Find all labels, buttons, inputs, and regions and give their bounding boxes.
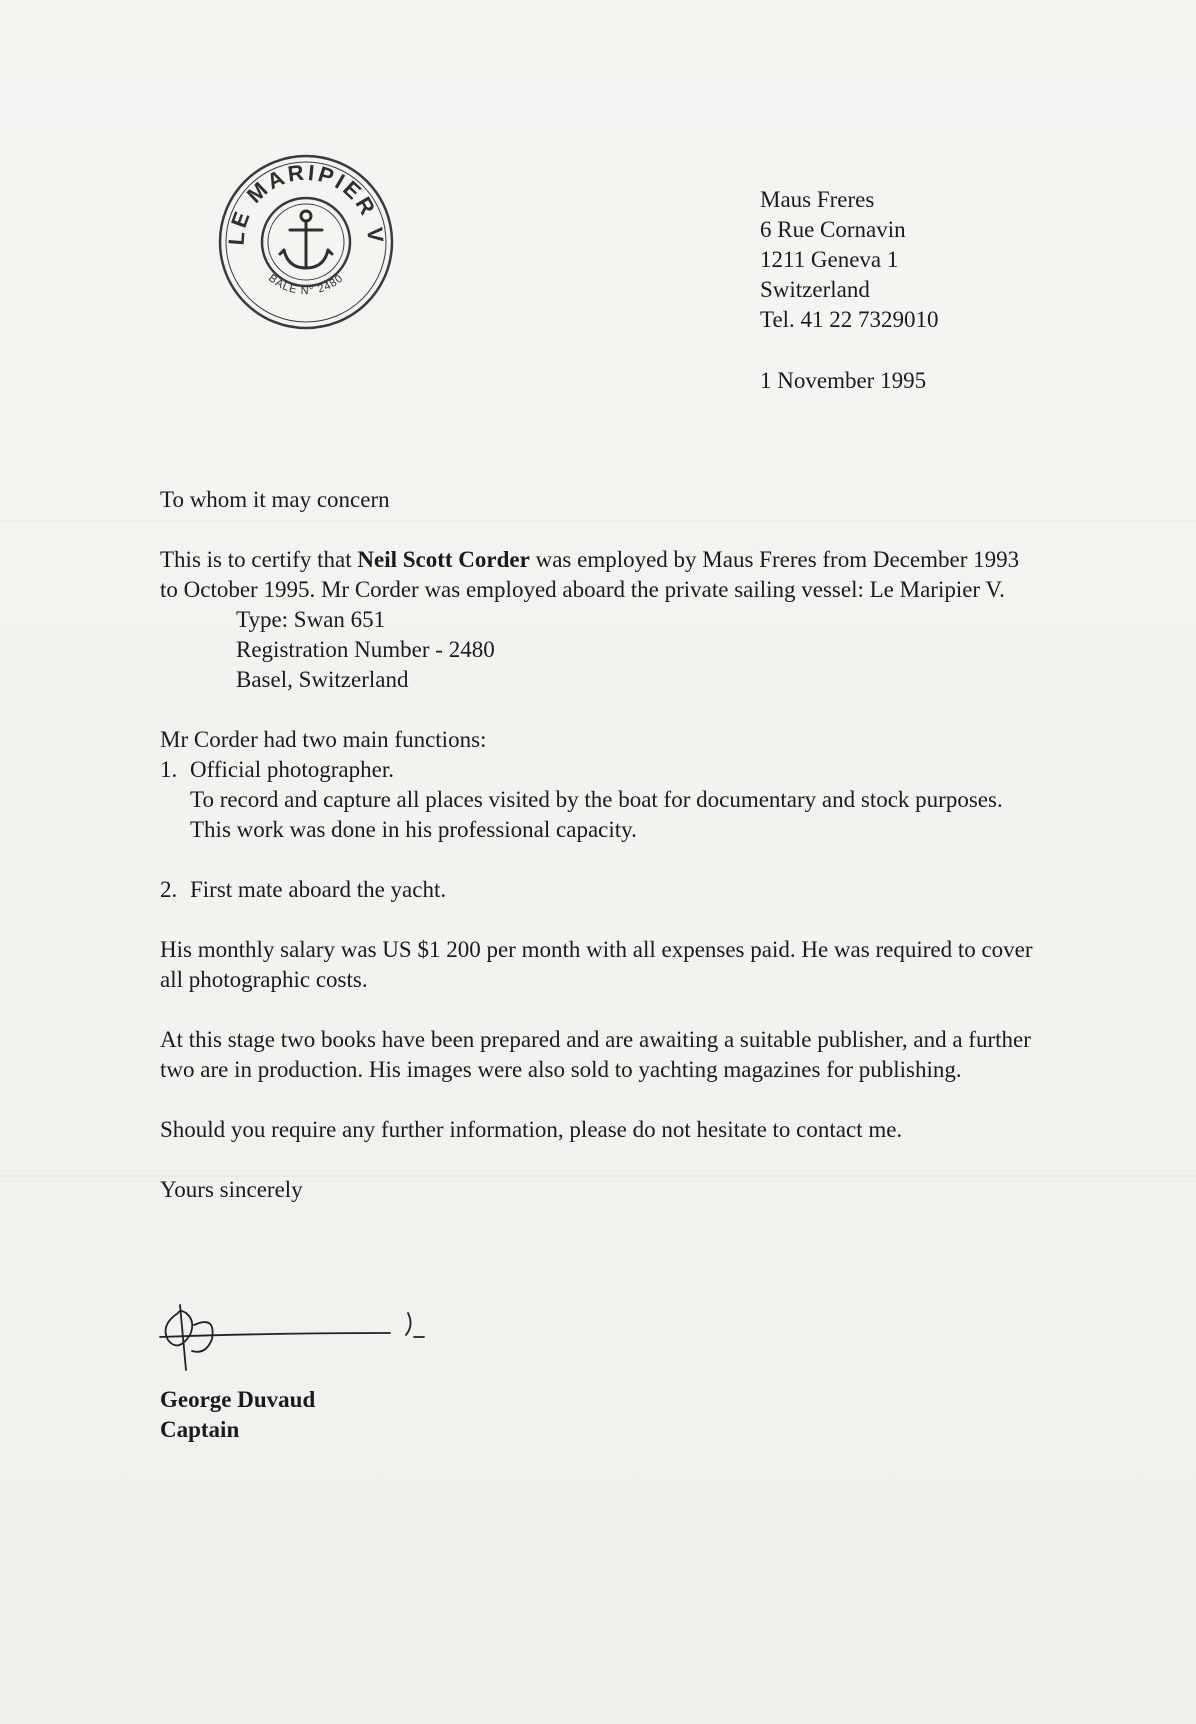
salutation: To whom it may concern (160, 487, 390, 512)
list-item (160, 875, 1040, 905)
vessel-registration: Registration Number - 2480 (236, 637, 495, 662)
stamp-top-text: LE MARIPIER V (223, 159, 389, 247)
list-item-title: Official photographer. (190, 757, 394, 782)
letter-body (160, 485, 1040, 1205)
list-item-number: 1. (160, 757, 178, 782)
functions-intro: Mr Corder had two main functions: (160, 727, 487, 752)
list-item-number: 2. (160, 877, 178, 902)
salary-paragraph: His monthly salary was US $1 200 per month with all expenses paid. He was required to cover all photographic costs. (160, 937, 1033, 992)
signer-name: George Duvaud (160, 1387, 316, 1412)
ship-stamp (214, 150, 398, 334)
certify-prefix: This is to certify that (160, 547, 358, 572)
contact-paragraph: Should you require any further information, please do not hesitate to contact me. (160, 1117, 903, 1142)
anchor-icon (280, 211, 332, 268)
vessel-port: Basel, Switzerland (236, 667, 409, 692)
letter-date: 1 November 1995 (760, 368, 927, 393)
employee-name: Neil Scott Corder (357, 547, 530, 572)
list-item-detail: To record and capture all places visited by the boat for documentary and stock purposes. This work was done in his professional capacity. (190, 787, 1003, 842)
vessel-type: Type: Swan 651 (236, 607, 386, 632)
sender-address (760, 185, 939, 335)
list-item-title: First mate aboard the yacht. (190, 877, 447, 902)
handwritten-signature (150, 1285, 450, 1385)
sender-city: 1211 Geneva 1 (760, 247, 899, 272)
stamp-bottom-text: BALE N° 2480 (266, 272, 346, 298)
books-paragraph: At this stage two books have been prepared and are awaiting a suitable publisher, and a further two are in production. His images were also sold to yachting magazines for publishing. (160, 1027, 1031, 1082)
sender-company: Maus Freres (760, 187, 875, 212)
certify-suffix: was employed by Maus Freres from December 1993 to October 1995. Mr Corder was employed aboard the private sailing vessel: Le Maripier V. (160, 547, 1020, 602)
signer-block (160, 1385, 315, 1445)
certification-paragraph (160, 545, 1040, 605)
signer-title: Captain (160, 1417, 240, 1442)
closing: Yours sincerely (160, 1177, 303, 1202)
sender-street: 6 Rue Cornavin (760, 217, 906, 242)
sender-phone: Tel. 41 22 7329010 (760, 307, 939, 332)
functions-list (160, 755, 1040, 905)
vessel-details (160, 605, 1040, 695)
sender-country: Switzerland (760, 277, 870, 302)
list-item (160, 755, 1040, 845)
